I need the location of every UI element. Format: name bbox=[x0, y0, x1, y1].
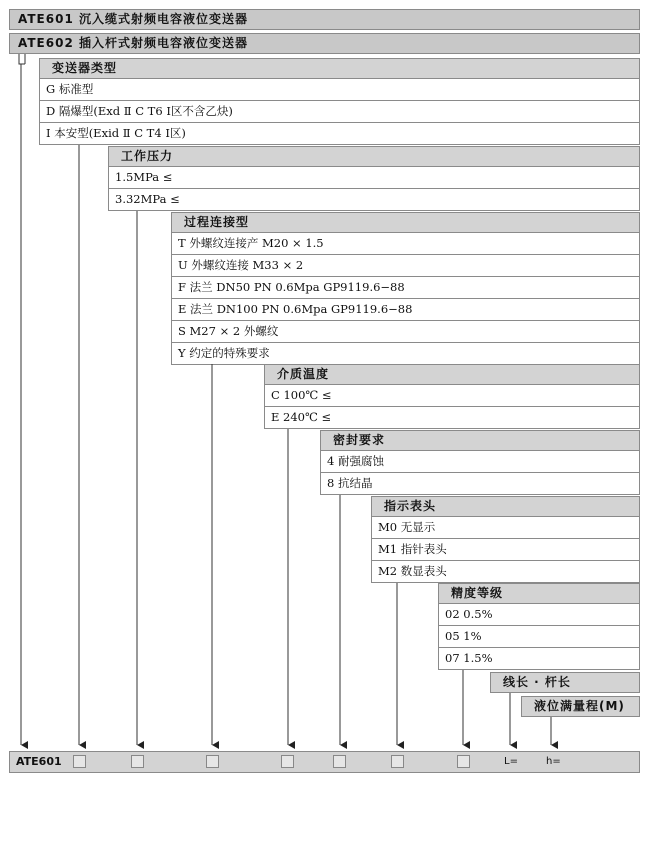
option-row: 4 耐强腐蚀 bbox=[320, 451, 640, 473]
section-title: 密封要求 bbox=[320, 430, 640, 451]
code-box-connection[interactable] bbox=[206, 755, 219, 768]
code-box-accuracy[interactable] bbox=[457, 755, 470, 768]
option-row: 07 1.5% bbox=[438, 648, 640, 670]
model-bar-ate601: ATE601 沉入缆式射频电容液位变送器 bbox=[9, 9, 640, 30]
section-title: 精度等级 bbox=[438, 583, 640, 604]
option-row: G 标准型 bbox=[39, 79, 640, 101]
code-box-temperature[interactable] bbox=[281, 755, 294, 768]
option-row: M1 指针表头 bbox=[371, 539, 640, 561]
option-row: 02 0.5% bbox=[438, 604, 640, 626]
option-row: I 本安型(Exid Ⅱ C T4 Ⅰ区) bbox=[39, 123, 640, 145]
model-code-prefix: ATE601 bbox=[16, 755, 62, 768]
option-row: E 240℃ ≤ bbox=[264, 407, 640, 429]
option-row: U 外螺纹连接 M33 × 2 bbox=[171, 255, 640, 277]
length-code-label: L= bbox=[504, 756, 518, 767]
section-title: 变送器类型 bbox=[39, 58, 640, 79]
code-box-pressure[interactable] bbox=[131, 755, 144, 768]
model-code-row bbox=[9, 751, 640, 773]
code-box-type[interactable] bbox=[73, 755, 86, 768]
code-box-sealing[interactable] bbox=[333, 755, 346, 768]
option-row: M2 数显表头 bbox=[371, 561, 640, 583]
option-row: C 100℃ ≤ bbox=[264, 385, 640, 407]
option-row: 1.5MPa ≤ bbox=[108, 167, 640, 189]
option-row: T 外螺纹连接产 M20 × 1.5 bbox=[171, 233, 640, 255]
option-row: M0 无显示 bbox=[371, 517, 640, 539]
option-row: S M27 × 2 外螺纹 bbox=[171, 321, 640, 343]
option-row: E 法兰 DN100 PN 0.6Mpa GP9119.6−88 bbox=[171, 299, 640, 321]
section-title: 过程连接型 bbox=[171, 212, 640, 233]
section-title: 介质温度 bbox=[264, 364, 640, 385]
model-bar-ate602: ATE602 插入杆式射频电容液位变送器 bbox=[9, 33, 640, 54]
length-label-bar: 线长 · 杆长 bbox=[490, 672, 640, 693]
option-row: Y 约定的特殊要求 bbox=[171, 343, 640, 365]
range-label-bar: 液位满量程(M) bbox=[521, 696, 640, 717]
section-title: 工作压力 bbox=[108, 146, 640, 167]
option-row: 05 1% bbox=[438, 626, 640, 648]
option-row: D 隔爆型(Exd Ⅱ C T6 Ⅰ区不含乙炔) bbox=[39, 101, 640, 123]
section-title: 指示表头 bbox=[371, 496, 640, 517]
option-row: 8 抗结晶 bbox=[320, 473, 640, 495]
option-row: 3.32MPa ≤ bbox=[108, 189, 640, 211]
option-row: F 法兰 DN50 PN 0.6Mpa GP9119.6−88 bbox=[171, 277, 640, 299]
range-code-label: h= bbox=[546, 756, 561, 767]
code-box-indicator[interactable] bbox=[391, 755, 404, 768]
